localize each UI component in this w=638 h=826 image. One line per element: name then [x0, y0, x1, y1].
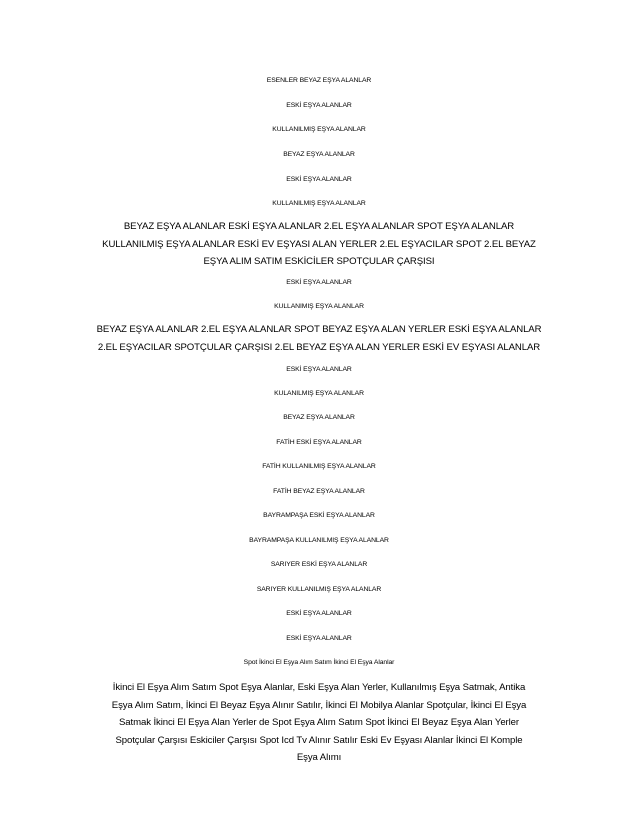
lower-line-13: Spot İkinci El Eşya Alım Satım İkinci El Eşya Alanlar	[243, 659, 395, 666]
middle-line-1: ESKİ EŞYA ALANLAR	[286, 279, 352, 286]
heading-line-4: BEYAZ EŞYA ALANLAR	[283, 151, 355, 158]
paragraph-3-line-5: Eşya Alımı	[296, 752, 342, 763]
lower-line-6: FATİH BEYAZ EŞYA ALANLAR	[273, 488, 365, 495]
lower-line-12: ESKİ EŞYA ALANLAR	[286, 635, 352, 642]
paragraph-2-line-2: 2.EL EŞYACILAR SPOTÇULAR ÇARŞISI 2.EL BEYAZ EŞYA ALAN YERLER ESKİ EV EŞYASI ALANLAR	[97, 341, 541, 353]
paragraph-3-line-3: Satmak İkinci El Eşya Alan Yerler de Spot Eşya Alım Satım Spot İkinci El Beyaz Eşya Alan Yerler	[118, 717, 520, 728]
heading-line-3: KULLANILMIŞ EŞYA ALANLAR	[272, 126, 366, 133]
keyword-paragraph-1	[88, 218, 550, 271]
lower-line-9: SARIYER ESKİ EŞYA ALANLAR	[270, 561, 368, 568]
lower-line-8: BAYRAMPAŞA KULLANILMIŞ EŞYA ALANLAR	[249, 537, 389, 544]
heading-line-1: ESENLER BEYAZ EŞYA ALANLAR	[266, 77, 372, 84]
lower-line-3: BEYAZ EŞYA ALANLAR	[283, 414, 355, 421]
paragraph-1-line-3: EŞYA ALIM SATIM ESKİCİLER SPOTÇULAR ÇARŞISI	[203, 256, 435, 267]
keyword-paragraph-3	[70, 679, 568, 767]
middle-line-2: KULLANIMIŞ EŞYA ALANLAR	[274, 303, 364, 310]
lower-line-10: SARIYER KULLANILMIŞ EŞYA ALANLAR	[256, 586, 382, 593]
lower-line-5: FATİH KULLANILMIŞ EŞYA ALANLAR	[262, 463, 376, 470]
lower-line-4: FATİH ESKİ EŞYA ALANLAR	[276, 439, 362, 446]
paragraph-1-line-2: KULLANILMIŞ EŞYA ALANLAR ESKİ EV EŞYASI ALAN YERLER 2.EL EŞYACILAR SPOT 2.EL BEYAZ	[102, 238, 536, 250]
paragraph-3-line-4: Spotçular Çarşısı Eskiciler Çarşısı Spot Icd Tv Alınır Satılır Eski Ev Eşyası Alanlar İkinci El Komple	[115, 734, 523, 746]
paragraph-3-line-1: İkinci El Eşya Alım Satım Spot Eşya Alanlar, Eski Eşya Alan Yerler, Kullanılmış Eşya Satmak, Antika	[112, 682, 526, 693]
lower-line-2: KULANILMIŞ EŞYA ALANLAR	[274, 390, 364, 397]
lower-line-11: ESKİ EŞYA ALANLAR	[286, 610, 352, 617]
keyword-paragraph-2	[88, 321, 550, 356]
paragraph-3-line-2: Eşya Alım Satım, İkinci El Beyaz Eşya Alınır Satılır, İkinci El Mobilya Alanlar Spotçular, İkinci El Eşya	[111, 699, 527, 711]
paragraph-2-line-1: BEYAZ EŞYA ALANLAR 2.EL EŞYA ALANLAR SPOT BEYAZ EŞYA ALAN YERLER ESKİ EŞYA ALANLAR	[96, 324, 542, 335]
lower-line-1: ESKİ EŞYA ALANLAR	[286, 366, 352, 373]
heading-line-6: KULLANILMIŞ EŞYA ALANLAR	[272, 200, 366, 207]
lower-line-7: BAYRAMPAŞA ESKİ EŞYA ALANLAR	[263, 512, 375, 519]
paragraph-1-line-1: BEYAZ EŞYA ALANLAR ESKİ EŞYA ALANLAR 2.EL EŞYA ALANLAR SPOT EŞYA ALANLAR	[123, 221, 515, 232]
heading-line-5: ESKİ EŞYA ALANLAR	[286, 176, 352, 183]
heading-line-2: ESKİ EŞYA ALANLAR	[286, 102, 352, 109]
